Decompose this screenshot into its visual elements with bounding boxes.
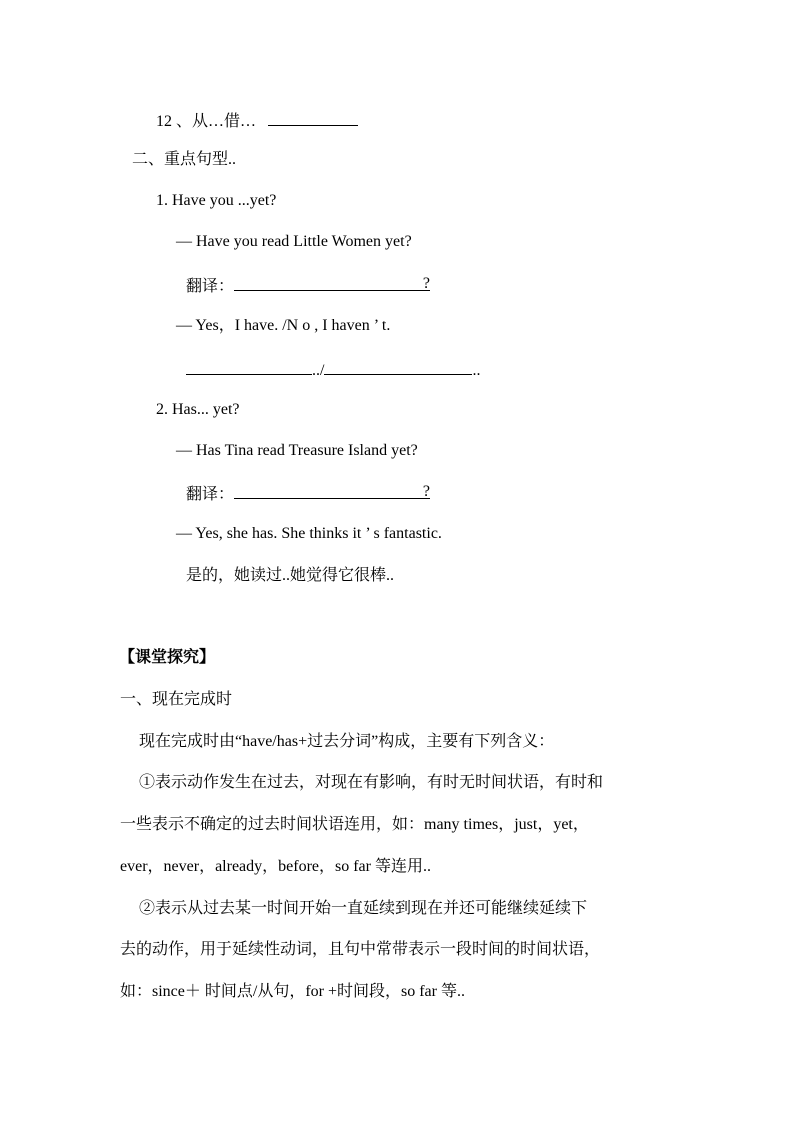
pattern-2-answer-chinese: 是的，她读过..她觉得它很棒.. — [186, 567, 395, 584]
pattern-1-answer-sep: ../ — [312, 362, 325, 379]
pattern-1-translation-label: 翻译： — [186, 278, 235, 295]
meaning-2-line-1: ②表示从过去某一时间开始一直延续到现在并还可能继续延续下 — [139, 900, 588, 917]
pattern-1-translation — [186, 274, 430, 297]
meaning-1-line-2: 一些表示不确定的过去时间状语连用，如：many times，just，yet， — [120, 816, 589, 833]
pattern-1-answer-blank-1[interactable] — [186, 358, 312, 375]
pattern-2-translation-blank[interactable] — [234, 482, 430, 499]
pattern-1-answer: — Yes，I have. /N o , I haven ’ t. — [176, 317, 391, 334]
explore-title: 【课堂探究】 — [119, 649, 216, 666]
pattern-1-answer-blank-2[interactable] — [324, 358, 472, 375]
pattern-2-translation-end: ? — [422, 483, 431, 500]
section-heading-key-sentences: 二、重点句型.. — [132, 151, 237, 168]
pattern-2-title: 2. Has... yet? — [156, 401, 240, 418]
pattern-1-translation-blank[interactable] — [234, 274, 430, 291]
vocab-item-12-blank[interactable] — [268, 109, 358, 126]
pattern-1-translation-end: ? — [422, 275, 431, 292]
pattern-2-answer: — Yes, she has. She thinks it ’ s fantastic. — [176, 525, 442, 542]
meaning-2-line-2: 去的动作，用于延续性动词，且句中常带表示一段时间的时间状语， — [120, 941, 601, 958]
meaning-1-line-1: ①表示动作发生在过去，对现在有影响，有时无时间状语，有时和 — [139, 774, 604, 791]
meaning-2-line-3: 如：since＋ 时间点/从句，for +时间段，so far 等.. — [120, 983, 465, 1000]
explore-intro: 现在完成时由“have/has+过去分词”构成，主要有下列含义： — [139, 733, 555, 750]
pattern-2-translation — [186, 482, 430, 505]
pattern-1-question: — Have you read Little Women yet? — [176, 233, 412, 250]
vocab-item-12 — [156, 109, 358, 132]
vocab-item-12-label: 12 、从…借… — [156, 113, 257, 130]
pattern-2-question: — Has Tina read Treasure Island yet? — [176, 442, 418, 459]
pattern-1-title: 1. Have you ...yet? — [156, 192, 277, 209]
pattern-2-translation-label: 翻译： — [186, 486, 235, 503]
meaning-1-line-3: ever，never，already，before，so far 等连用.. — [120, 858, 431, 875]
pattern-1-answer-end: .. — [472, 362, 481, 379]
explore-subtitle: 一、现在完成时 — [120, 691, 233, 708]
pattern-1-answer-translation — [186, 358, 480, 381]
